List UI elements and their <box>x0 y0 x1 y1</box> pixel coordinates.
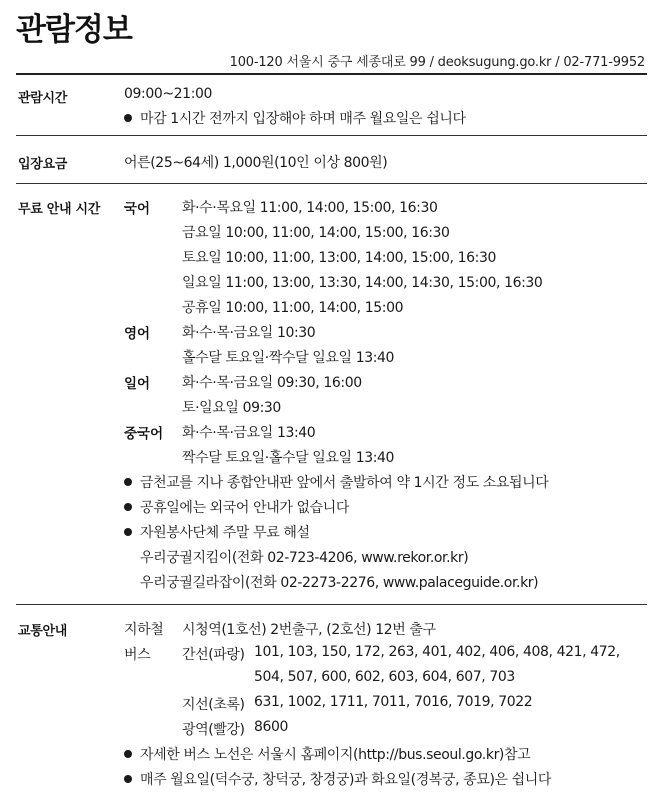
volunteer-contact: 우리궁궐지킴이(전화 02-723-4206, www.rekor.or.kr) <box>140 550 469 566</box>
guide-note: 공휴일에는 외국어 안내가 없습니다 <box>140 500 350 516</box>
bullet-icon <box>124 528 132 536</box>
hours-note: 마감 1시간 전까지 입장해야 하며 매주 월요일은 쉽니다 <box>140 111 466 127</box>
header-divider <box>16 73 647 75</box>
bullet-icon <box>124 478 132 486</box>
guide-korean-line: 공휴일 10:00, 11:00, 14:00, 15:00 <box>182 300 404 316</box>
bullet-icon <box>124 114 132 122</box>
guide-japanese-line: 화·수·목·금요일 09:30, 16:00 <box>182 375 362 391</box>
guide-english-label: 영어 <box>124 326 151 342</box>
section-divider <box>16 135 647 136</box>
transport-label: 교통안내 <box>18 624 68 639</box>
guide-label: 무료 안내 시간 <box>18 202 100 217</box>
section-divider <box>16 183 647 184</box>
guide-english-line: 홀수달 토요일·짝수달 일요일 13:40 <box>182 350 395 366</box>
guide-chinese-line: 화·수·목·금요일 13:40 <box>182 425 316 441</box>
bus-trunk-label: 간선(파랑) <box>182 647 245 663</box>
transport-note: 매주 월요일(덕수궁, 창덕궁, 창경궁)과 화요일(경복궁, 종묘)은 쉽니다 <box>140 772 552 788</box>
bullet-icon <box>124 503 132 511</box>
subway-text: 시청역(1호선) 2번출구, (2호선) 12번 출구 <box>182 622 436 638</box>
guide-english-line: 화·수·목·금요일 10:30 <box>182 325 316 341</box>
bus-wide-label: 광역(빨강) <box>182 722 245 738</box>
bus-label: 버스 <box>124 647 151 663</box>
guide-chinese-line: 짝수달 토요일·홀수달 일요일 13:40 <box>182 450 395 466</box>
guide-korean-line: 일요일 11:00, 13:00, 13:30, 14:00, 14:30, 15:00, 16:30 <box>182 275 543 291</box>
guide-note: 금천교를 지나 종합안내판 앞에서 출발하여 약 1시간 정도 소요됩니다 <box>140 475 549 491</box>
guide-japanese-line: 토·일요일 09:30 <box>182 400 281 416</box>
bus-trunk-routes: 101, 103, 150, 172, 263, 401, 402, 406, 408, 421, 472, <box>254 644 620 660</box>
guide-korean-line: 토요일 10:00, 11:00, 13:00, 14:00, 15:00, 16:30 <box>182 250 496 266</box>
bus-branch-routes: 631, 1002, 1711, 7011, 7016, 7019, 7022 <box>254 694 533 710</box>
hours-label: 관람시간 <box>18 91 68 106</box>
bus-trunk-routes: 504, 507, 600, 602, 603, 604, 607, 703 <box>254 669 515 685</box>
hours-time: 09:00~21:00 <box>124 86 213 102</box>
guide-chinese-label: 중국어 <box>124 426 164 442</box>
guide-korean-line: 금요일 10:00, 11:00, 14:00, 15:00, 16:30 <box>182 225 450 241</box>
bus-branch-label: 지선(초록) <box>182 697 245 713</box>
transport-note: 자세한 버스 노선은 서울시 홈페이지(http://bus.seoul.go.kr)참고 <box>140 747 531 763</box>
guide-japanese-label: 일어 <box>124 376 151 392</box>
guide-korean-line: 화·수·목요일 11:00, 14:00, 15:00, 16:30 <box>182 200 438 216</box>
bus-wide-routes: 8600 <box>254 719 289 735</box>
subway-label: 지하철 <box>124 622 164 638</box>
fee-text: 어른(25~64세) 1,000원(10인 이상 800원) <box>124 155 388 171</box>
guide-note: 자원봉사단체 주말 무료 해설 <box>140 525 310 541</box>
bullet-icon <box>124 750 132 758</box>
section-divider <box>16 604 647 605</box>
bullet-icon <box>124 775 132 783</box>
address-line: 100-120 서울시 중구 세종대로 99 / deoksugung.go.kr / 02-771-9952 <box>229 55 645 70</box>
volunteer-contact: 우리궁궐길라잡이(전화 02-2273-2276, www.palaceguide.or.kr) <box>140 575 539 591</box>
fee-label: 입장요금 <box>18 157 68 172</box>
page-title: 관람정보 <box>16 12 132 48</box>
guide-korean-label: 국어 <box>124 201 151 217</box>
